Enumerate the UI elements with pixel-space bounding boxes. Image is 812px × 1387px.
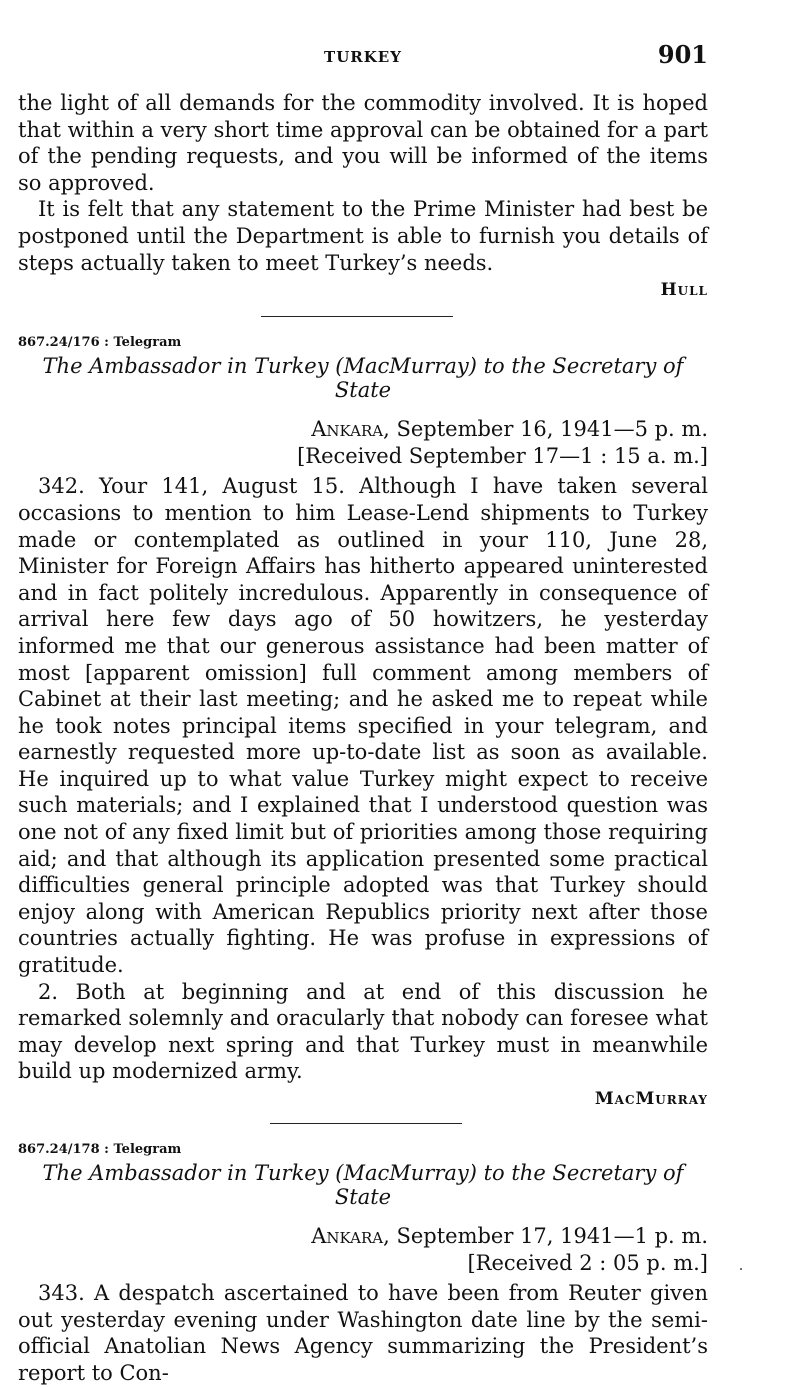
- paragraph: 2. Both at beginning and at end of this discussion he remarked solemnly and oracularly that nobody can foresee what may develop next spring and that Turkey must in meanwhile build up modernized army.: [18, 979, 708, 1084]
- dateline-date: , September 16, 1941—5 p. m.: [383, 417, 708, 442]
- paragraph: 343. A despatch ascertained to have been from Reuter given out yesterday evening under Washington date line by the semi-official Anatolian News Agency summarizing the President’s report to Con-: [18, 1281, 708, 1385]
- signature-hull: Hull: [660, 280, 708, 301]
- stray-mark: [740, 1268, 742, 1270]
- dateline: [18, 1223, 708, 1250]
- received-line: [Received 2 : 05 p. m.]: [467, 1250, 708, 1275]
- document-176: [18, 335, 708, 1109]
- document-page: [18, 0, 708, 1387]
- document-reference: 867.24/178 : Telegram: [18, 1142, 182, 1157]
- dateline: [18, 416, 708, 443]
- running-title: TURKEY: [324, 48, 402, 66]
- dateline-date: , September 17, 1941—1 p. m.: [383, 1224, 708, 1248]
- document-reference: 867.24/176 : Telegram: [18, 335, 182, 351]
- paragraph: It is felt that any statement to the Prime Minister had best be postponed until the Department is able to furnish you details of steps actually taken to meet Turkey’s needs.: [18, 197, 708, 275]
- previous-document-tail: [18, 90, 708, 300]
- dateline-place: Ankara: [311, 1224, 384, 1248]
- paragraph: 342. Your 141, August 15. Although I have taken several occasions to mention to him Lease-Lend shipments to Turkey made or contemplated as outlined in your 110, June 28, Minister for Foreign Affairs has hitherto appeared uninterested and in fact politely incredulous. Apparently in consequence of arrival here few days ago of 50 howitzers, he yesterday informed me that our generous assistance had been matter of most [apparent omission] full comment among members of Cabinet at their last meeting; and he asked me to repeat while he took notes principal items specified in your telegram, and earnestly requested more up-to-date list as soon as available. He inquired up to what value Turkey might expect to receive such materials; and I explained that I understood question was one not of any fixed limit but of priorities among those requiring aid; and that although its application presented some practical difficulties general principle adopted was that Turkey should enjoy along with American Republics priority next after those countries actually fighting. He was profuse in expressions of gratitude.: [18, 474, 708, 978]
- document-title: The Ambassador in Turkey (MacMurray) to the Secretary of State: [42, 1161, 684, 1209]
- signature-macmurray: MacMurray: [594, 1089, 708, 1109]
- received-line: [Received September 17—1 : 15 a. m.]: [297, 443, 708, 468]
- document-title: The Ambassador in Turkey (MacMurray) to the Secretary of State: [42, 354, 684, 403]
- page-number: 901: [657, 40, 708, 69]
- separator-rule: [270, 1123, 462, 1124]
- separator-rule: [261, 316, 453, 317]
- paragraph: the light of all demands for the commodity involved. It is hoped that within a very short time approval can be obtained for a part of the pending requests, and you will be informed of the items so approved.: [18, 91, 708, 195]
- page-header: [18, 0, 708, 80]
- dateline-place: Ankara: [311, 417, 384, 442]
- document-178: [18, 1142, 708, 1387]
